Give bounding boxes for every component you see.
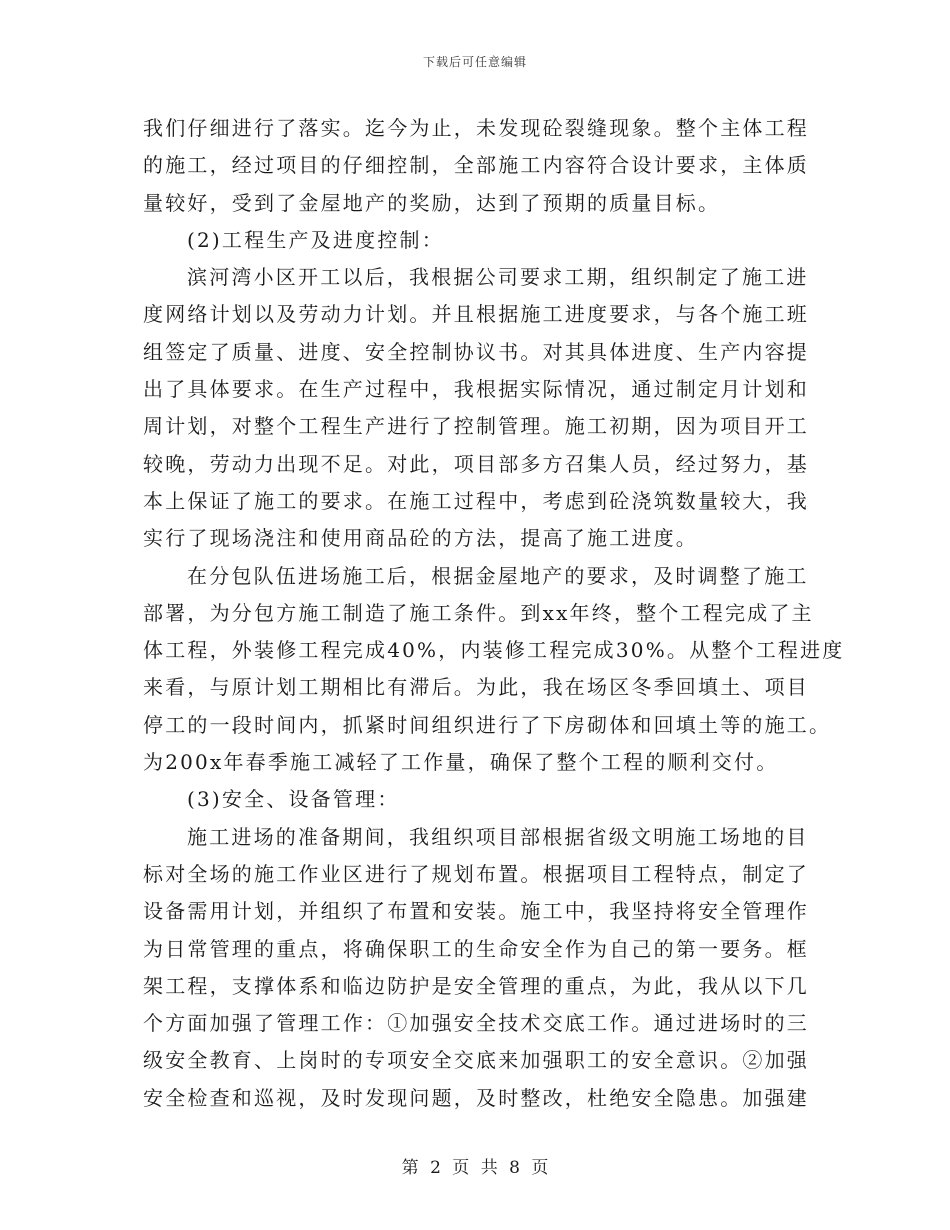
text-line: 个方面加强了管理工作：①加强安全技术交底工作。通过进场时的三 (143, 1011, 809, 1036)
text-line: 在分包队伍进场施工后，根据金屋地产的要求，及时调整了施工 (187, 563, 809, 588)
text-line: 滨河湾小区开工以后，我根据公司要求工期，组织制定了施工进 (187, 265, 809, 290)
text-line: 级安全教育、上岗时的专项安全交底来加强职工的安全意识。②加强 (143, 1048, 809, 1073)
text-line: 设备需用计划，并组织了布置和安装。施工中，我坚持将安全管理作 (143, 899, 809, 924)
text-line: 为日常管理的重点，将确保职工的生命安全作为自己的第一要务。框 (143, 936, 809, 961)
section-heading: (3)安全、设备管理： (187, 787, 400, 812)
text-line: 部署，为分包方施工制造了施工条件。到xx年终，整个工程完成了主 (143, 600, 814, 625)
text-line: 为200x年春季施工减轻了工作量，确保了整个工程的顺利交付。 (143, 750, 779, 775)
text-line: 本上保证了施工的要求。在施工过程中，考虑到砼浇筑数量较大，我 (143, 488, 809, 513)
text-line: 来看，与原计划工期相比有滞后。为此，我在场区冬季回填土、项目 (143, 675, 809, 700)
text-line: 的施工，经过项目的仔细控制，全部施工内容符合设计要求，主体质 (143, 153, 809, 178)
text-line: 组签定了质量、进度、安全控制协议书。对其具体进度、生产内容提 (143, 339, 809, 364)
text-line: 安全检查和巡视，及时发现问题，及时整改，杜绝安全隐患。加强建 (143, 1085, 809, 1110)
document-body (143, 110, 845, 1117)
text-line: 周计划，对整个工程生产进行了控制管理。施工初期，因为项目开工 (143, 414, 809, 439)
page-header: 下载后可任意编辑 (422, 55, 527, 69)
text-line: 较晚，劳动力出现不足。对此，项目部多方召集人员，经过努力，基 (143, 451, 809, 476)
section-heading: (2)工程生产及进度控制： (187, 227, 444, 252)
text-line: 实行了现场浇注和使用商品砼的方法，提高了施工进度。 (143, 526, 698, 551)
text-line: 标对全场的施工作业区进行了规划布置。根据项目工程特点，制定了 (143, 861, 809, 886)
text-line: 度网络计划以及劳动力计划。并且根据施工进度要求，与各个施工班 (143, 302, 809, 327)
text-line: 架工程，支撑体系和临边防护是安全管理的重点，为此，我从以下几 (143, 973, 809, 998)
text-line: 量较好，受到了金屋地产的奖励，达到了预期的质量目标。 (143, 190, 721, 215)
text-line: 我们仔细进行了落实。迄今为止，未发现砼裂缝现象。整个主体工程 (143, 116, 809, 140)
text-line: 出了具体要求。在生产过程中，我根据实际情况，通过制定月计划和 (143, 377, 809, 402)
text-line: 施工进场的准备期间，我组织项目部根据省级文明施工场地的目 (187, 824, 809, 849)
page-footer: 第 2 页 共 8 页 (401, 1158, 549, 1178)
text-line: 体工程，外装修工程完成40%，内装修工程完成30%。从整个工程进度 (143, 638, 845, 663)
text-line: 停工的一段时间内，抓紧时间组织进行了下房砌体和回填土等的施工。 (143, 712, 832, 737)
